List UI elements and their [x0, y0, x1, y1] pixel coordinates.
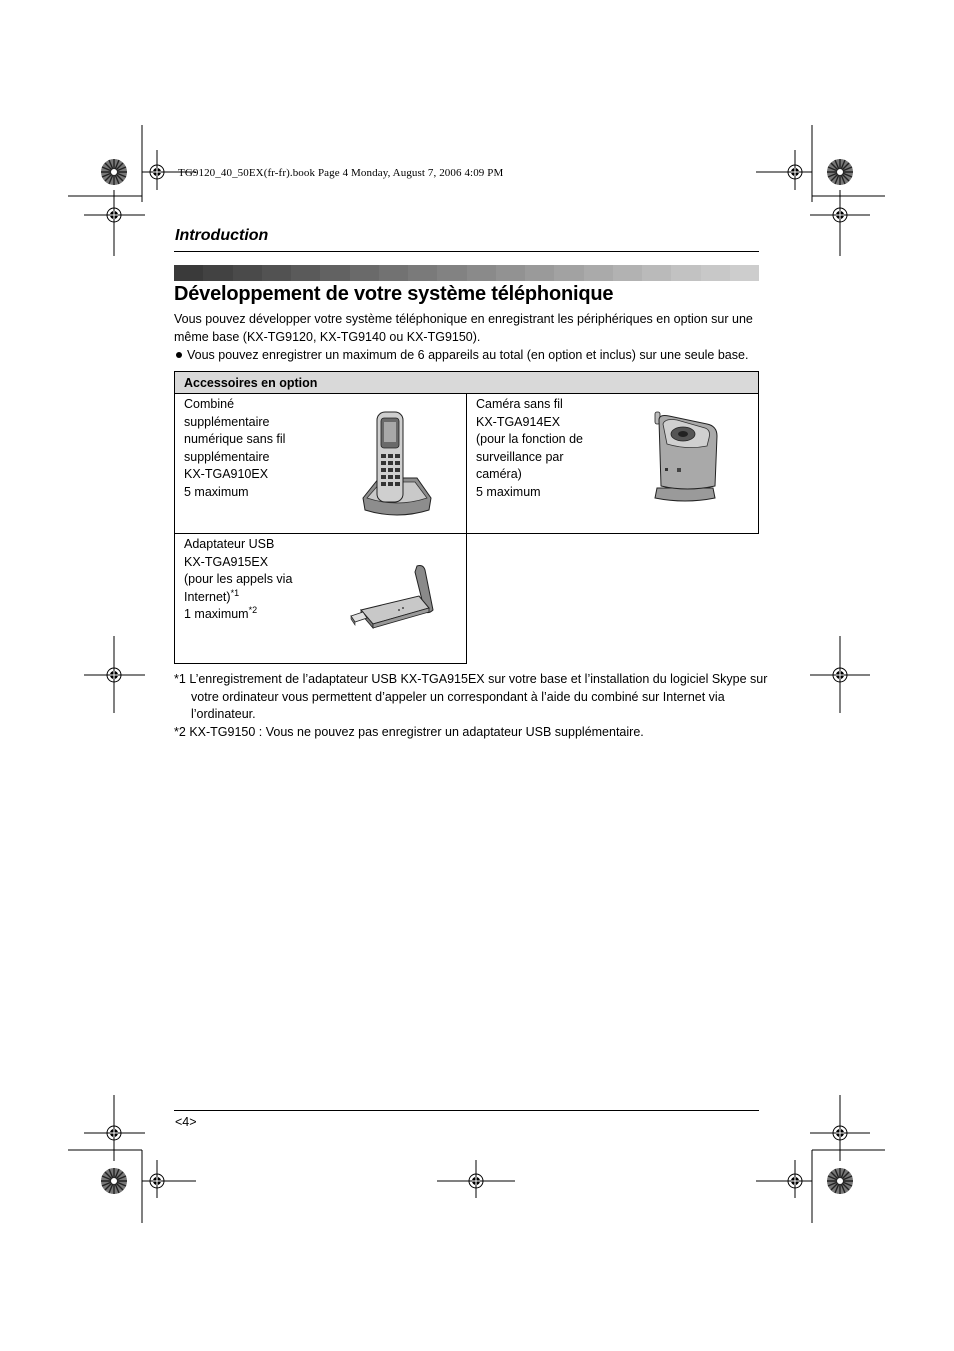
accessory-cell-usb	[175, 534, 467, 664]
bullet-item	[174, 347, 774, 365]
footnote-1: *1 L’enregistrement de l’adaptateur USB KX-TGA915EX sur votre base et l’installation du logiciel Skype sur votre ordinateur vous permettent d’appeler un correspondant à l’aide du combiné sur Internet via l’ordinateur.	[174, 672, 768, 721]
footnote-2: *2 KX-TG9150 : Vous ne pouvez pas enregistrer un adaptateur USB supplémentaire.	[174, 725, 644, 739]
intro-paragraph: Vous pouvez développer votre système téléphonique en enregistrant les périphériques en option sur une même base (KX-TG9120, KX-TG9140 ou KX-TG9150).	[174, 312, 753, 344]
bullet-text: Vous pouvez enregistrer un maximum de 6 appareils au total (en option et inclus) sur une seule base.	[187, 348, 749, 362]
empty-cell	[466, 534, 758, 664]
page-title: Développement de votre système téléphonique	[174, 283, 614, 305]
wireless-camera-image	[647, 406, 723, 506]
bullet-icon	[176, 352, 182, 358]
title-gradient-bar	[174, 265, 759, 281]
header-rule	[174, 251, 759, 252]
footer-rule	[174, 1110, 759, 1111]
accessories-table	[174, 371, 759, 664]
usb-adapter-image	[349, 562, 445, 632]
accessory-description: Adaptateur USB KX-TGA915EX (pour les appels via Internet)$^{*1}$ 1 maximum$^{*2}$	[184, 537, 293, 622]
table-header: Accessoires en option	[175, 372, 759, 394]
page-number: <4>	[175, 1115, 197, 1129]
print-info: TG9120_40_50EX(fr-fr).book Page 4 Monday, August 7, 2006 4:09 PM	[178, 167, 504, 179]
accessory-cell-camera	[466, 394, 758, 534]
cordless-handset-image	[357, 408, 437, 520]
accessory-description: Caméra sans fil KX-TGA914EX (pour la fonction de surveillance par caméra) 5 maximum	[475, 397, 583, 499]
section-header: Introduction	[175, 227, 269, 244]
accessory-cell-handset	[175, 394, 467, 534]
accessory-description: Combiné supplémentaire numérique sans fil supplémentaire KX-TGA910EX 5 maximum	[184, 397, 286, 499]
